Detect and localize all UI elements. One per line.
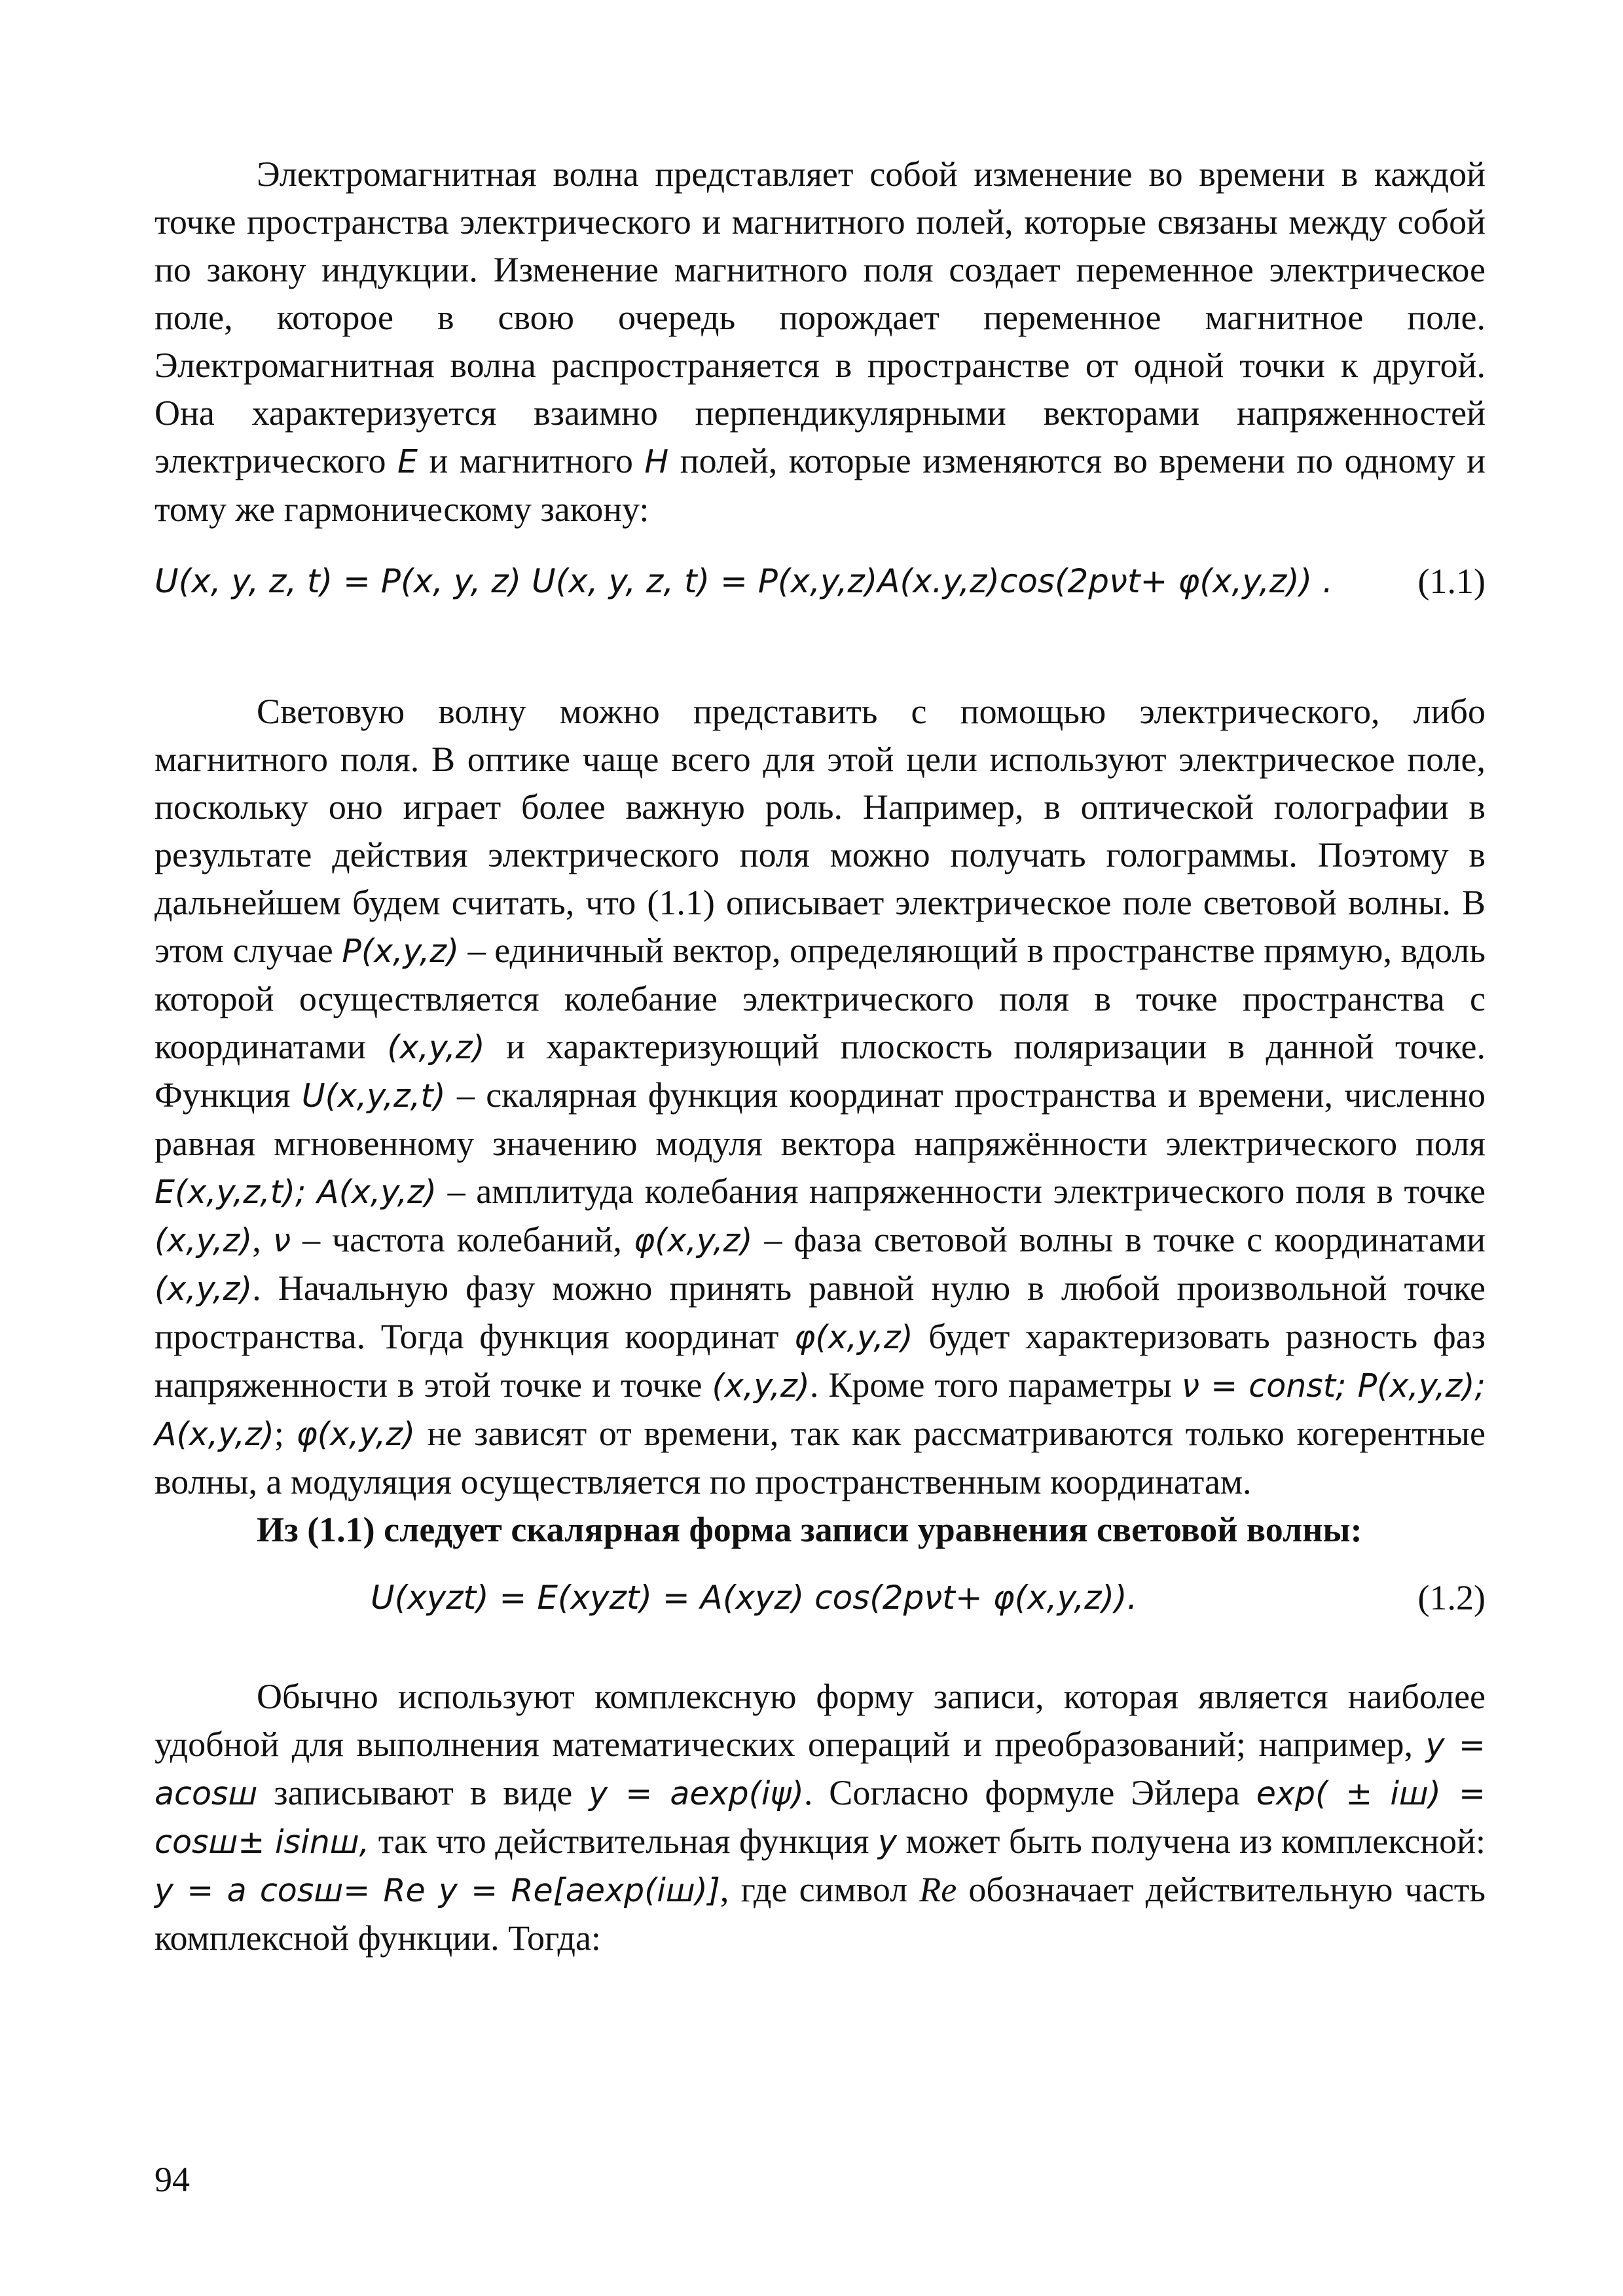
math-xyz: (x,y,z) (155, 1270, 253, 1308)
paragraph-2-text-a: Световую волну можно представить с помощью электрического, либо магнитного поля. В оптике чаще всего для этой цели используют электрическое поле, поскольку оно играет более важную роль. Например, в оптической голографии в результате действия электрического поля можно получать голограммы. Поэтому в дальнейшем будем считать, что (1.1) описывает электрическое поле световой волны. В этом случае (155, 692, 1486, 970)
paragraph-3-text-d: так что действительная функция (369, 1821, 878, 1861)
paragraph-2-semicolon: ; (274, 1414, 297, 1453)
paragraph-2-text-g: – фаза световой волны в точке с координатами (752, 1220, 1486, 1259)
formula-1-2 (155, 1562, 1486, 1634)
paragraph-3-text-c: . Согласно формуле Эйлера (803, 1773, 1256, 1812)
math-xyz: (x,y,z) (712, 1367, 810, 1405)
math-phase: φ(x,y,z) (296, 1416, 416, 1453)
paragraph-2-text-i: будет характеризовать разность фаз напряженности в этой точке и точке (155, 1317, 1486, 1405)
math-phase: φ(x,y,z) (794, 1319, 913, 1356)
paragraph-3-text-b: записывают в виде (257, 1773, 589, 1812)
paragraph-1-mid: и магнитного (418, 441, 645, 480)
paragraph-2-text-k: не зависят от времени, так как рассматриваются только когерентные волны, а модуляция осуществляется по пространственным координатам. (155, 1414, 1486, 1501)
paragraph-3-text-a: Обычно используют комплексную форму записи, которая является наиболее удобной для выполнения математических операций и преобразований; например, (155, 1677, 1486, 1764)
formula-1-2-text: U(xyzt) = E(xyzt) = A(xyz) cos(2pνt+ φ(x,y,z)). (371, 1579, 1138, 1617)
paragraph-2-comma: , (252, 1220, 273, 1259)
paragraph-1-text: Электромагнитная волна представляет собой изменение во времени в каждой точке пространства электрического и магнитного полей, которые связаны между собой по закону индукции. Изменение магнитного поля создает переменное электрическое поле, которое в свою очередь порождает переменное магнитное поле. Электромагнитная волна распространяется в пространстве от одной точки к другой. Она характеризуется взаимно перпендикулярными векторами напряженностей электрического (155, 154, 1486, 480)
math-y: y (877, 1823, 897, 1861)
paragraph-2-text-b: – единичный вектор, определяющий в пространстве прямую, вдоль которой осуществляется колебание электрического поля в точке пространства с координатами (155, 931, 1486, 1066)
paragraph-3-text-e: может быть получена из комплексной: (896, 1821, 1486, 1861)
math-p-vector: P(x,y,z) (342, 933, 460, 970)
paragraph-3 (155, 1673, 1486, 1962)
math-phase: φ(x,y,z) (633, 1222, 753, 1259)
paragraph-2-text-j: . Кроме того параметры (809, 1365, 1182, 1405)
math-amplitude: A(x,y,z) (317, 1174, 437, 1211)
paragraph-2-text-d: – скалярная функция координат пространства и времени, численно равная мгновенному значению модуля вектора напряжённости электрического поля (155, 1075, 1486, 1163)
paragraph-2-text-h: . Начальную фазу можно принять равной нулю в любой произвольной точке пространства. Тогда функция координат (155, 1268, 1486, 1356)
bold-statement: Из (1.1) следует скалярная форма записи уравнения световой волны: (257, 1510, 1362, 1549)
math-real-part: y = a cosш= Re y = Re[aexp(iш)] (155, 1872, 720, 1909)
paragraph-2-text-c: и характеризующий плоскость поляризации в данной точке. Функция (155, 1027, 1486, 1115)
page-number: 94 (155, 2160, 190, 2199)
paragraph-3-text-g: обозначает действительную часть комплексной функции. Тогда: (155, 1870, 1486, 1958)
math-y-aexp: y = aexp(iψ) (589, 1775, 804, 1812)
math-xyz: (x,y,z) (387, 1029, 485, 1066)
equation-number-1-2: (1.2) (1417, 1578, 1486, 1617)
formula-1-1-text: U(x, y, z, t) = P(x, y, z) U(x, y, z, t) = P(x,y,z)A(x.y,z)cos(2pνt+ φ(x,y,z)) . (155, 562, 1333, 600)
paragraph-1-end: полей, которые изменяются во времени по одному и тому же гармоническому закону: (155, 441, 1486, 529)
equation-number-1-1: (1.1) (1417, 562, 1486, 601)
paragraph-2 (155, 688, 1486, 1506)
math-xyz: (x,y,z) (155, 1222, 253, 1259)
math-re-symbol: Re (919, 1870, 957, 1909)
paragraph-2-text-e: – амплитуда колебания напряженности электрического поля в точке (437, 1172, 1486, 1211)
paragraph-1 (155, 151, 1486, 533)
math-euler: exp( ± iш) = cosш± isinш, (155, 1775, 1486, 1861)
math-e-function: E(x,y,z,t); (155, 1174, 306, 1211)
math-p-and-a: P(x,y,z); A(x,y,z) (155, 1367, 1486, 1453)
formula-1-1 (155, 545, 1486, 617)
vector-e: E (397, 443, 418, 480)
math-u-function: U(x,y,z,t) (301, 1077, 446, 1115)
paragraph-3-text-f: , где символ (720, 1870, 920, 1909)
vector-h: H (644, 443, 669, 480)
math-nu-const: ν = const; (1181, 1367, 1347, 1405)
paragraph-2-text-f: – частота колебаний, (291, 1220, 634, 1259)
math-y-acos: y = acosш (155, 1727, 1486, 1812)
math-nu: ν (272, 1222, 291, 1259)
